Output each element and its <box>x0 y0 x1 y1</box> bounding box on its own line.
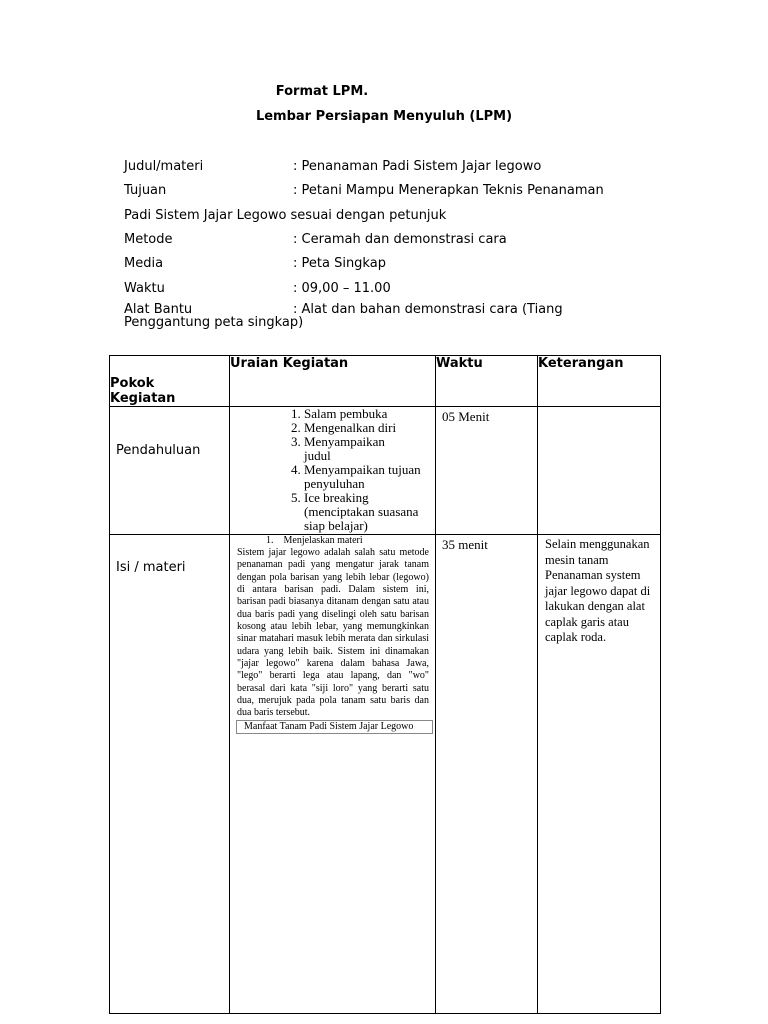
tujuan-continuation: Padi Sistem Jajar Legowo sesuai dengan petunjuk <box>124 208 447 223</box>
metode-value: : Ceramah dan demonstrasi cara <box>293 232 507 247</box>
alat-bantu-label: Alat Bantu <box>124 302 193 317</box>
cell-waktu <box>436 535 538 1014</box>
table-row <box>110 407 661 535</box>
list-item: 4. Menyampaikan tujuan penyuluhan <box>304 463 435 491</box>
judul-label: Judul/materi <box>124 159 204 174</box>
cell-waktu <box>436 407 538 535</box>
cell-uraian <box>230 407 436 535</box>
phase-isi-materi: Isi / materi <box>116 560 186 575</box>
cell-pokok <box>110 535 230 1014</box>
cell-uraian <box>230 535 436 1014</box>
document-title: Format LPM. <box>275 84 369 99</box>
header-pokok-kegiatan <box>110 356 230 407</box>
keterangan-value <box>538 407 660 409</box>
list-item: 5. Ice breaking (menciptakan suasana siap belajar) <box>304 491 434 533</box>
table-row <box>110 535 661 1014</box>
judul-value: : Penanaman Padi Sistem Jajar legowo <box>293 159 542 174</box>
manfaat-heading: Manfaat Tanam Padi Sistem Jajar Legowo <box>236 720 433 734</box>
tujuan-value: : Petani Mampu Menerapkan Teknis Penanaman <box>293 183 604 198</box>
materi-body: Sistem jajar legowo adalah salah satu metode penanaman padi yang mengatur jarak tanam dengan pola barisan yang lebih lebar (legowo) di antara barisan padi. Dalam sistem ini, barisan padi biasanya ditanam dengan satu atau dua baris padi yang diselingi oleh satu barisan kosong atau lebih lebar, yang memungkinkan sinar matahari masuk lebih merata dan sirkulasi udara yang lebih baik. Sistem ini dinamakan "jajar legowo" karena dalam bahasa Jawa, "lego" berarti lega atau lapang, dan "wo" berasal dari kata "siji loro" yang berarti satu dua, merujuk pada pola tanam satu baris dan dua baris tersebut. <box>237 547 429 719</box>
cell-keterangan <box>538 407 661 535</box>
header-pokok-text: Pokok Kegiatan <box>110 376 176 406</box>
list-item: 3. Menyampaikan judul <box>304 435 414 463</box>
cell-pokok <box>110 407 230 535</box>
waktu-value: 35 menit <box>442 537 488 552</box>
document-subtitle <box>0 109 768 124</box>
waktu-value: : 09,00 – 11.00 <box>293 281 391 296</box>
waktu-value: 05 Menit <box>442 409 490 424</box>
alat-bantu-value: : Alat dan bahan demonstrasi cara (Tiang <box>293 302 563 317</box>
phase-pendahuluan: Pendahuluan <box>116 443 201 458</box>
table-header-row <box>110 356 661 407</box>
list-item: 2. Mengenalkan diri <box>304 421 435 435</box>
step-title: 1. Menjelaskan materi <box>266 535 363 546</box>
media-label: Media <box>124 256 164 271</box>
tujuan-label: Tujuan <box>124 183 167 198</box>
lpm-table <box>109 355 661 1014</box>
list-item: 1. Salam pembuka <box>304 407 435 421</box>
document-subtitle-text: Lembar Persiapan Menyuluh (LPM) <box>255 109 513 124</box>
metode-label: Metode <box>124 232 173 247</box>
alat-bantu-continuation: Penggantung peta singkap) <box>124 315 304 330</box>
media-value: : Peta Singkap <box>293 256 386 271</box>
keterangan-value: Selain menggunakan mesin tanam Penanaman system jajar legowo dapat di lakukan dengan alat caplak garis atau caplak roda. <box>545 537 651 644</box>
steps-list <box>230 407 435 533</box>
header-waktu: Waktu <box>436 356 538 407</box>
header-uraian-kegiatan: Uraian Kegiatan <box>230 356 436 407</box>
waktu-label: Waktu <box>124 281 165 296</box>
cell-keterangan <box>538 535 661 1014</box>
header-keterangan: Keterangan <box>538 356 661 407</box>
